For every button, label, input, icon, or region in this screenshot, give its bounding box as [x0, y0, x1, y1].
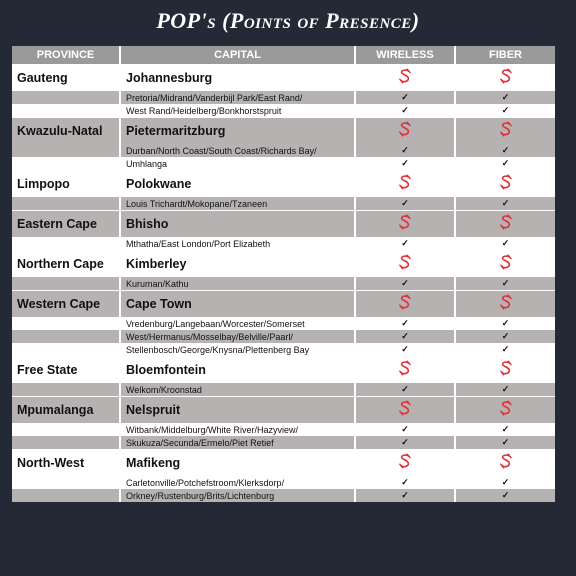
province-cell: Western Cape: [12, 291, 120, 318]
province-cell: Gauteng: [12, 65, 120, 92]
red-s-logo-icon: [399, 400, 411, 421]
fiber-check-cell: [455, 157, 555, 171]
fiber-cell: [455, 171, 555, 198]
wireless-cell: [355, 211, 455, 238]
province-cell-empty: [12, 330, 120, 343]
wireless-cell: [355, 65, 455, 92]
red-s-logo-icon: [399, 214, 411, 235]
red-s-logo-icon: [500, 294, 512, 315]
province-cell-empty: [12, 157, 120, 171]
list-item: [12, 277, 555, 291]
table-row: [12, 171, 555, 198]
wireless-check-cell: [355, 476, 455, 489]
fiber-check-cell: [455, 343, 555, 357]
province-cell: Kwazulu-Natal: [12, 118, 120, 145]
checkmark-icon: ✓: [401, 344, 409, 354]
red-s-logo-icon: [399, 174, 411, 195]
red-s-logo-icon: [500, 400, 512, 421]
checkmark-icon: ✓: [501, 424, 510, 434]
fiber-check-cell: [455, 489, 555, 502]
checkmark-icon: ✓: [501, 318, 510, 328]
checkmark-icon: ✓: [401, 238, 409, 248]
towns-cell: Louis Trichardt/Mokopane/Tzaneen: [120, 197, 355, 211]
capital-cell: Nelspruit: [120, 397, 355, 424]
towns-cell: West Rand/Heidelberg/Bonkhorstspruit: [120, 104, 355, 118]
checkmark-icon: ✓: [401, 318, 409, 328]
wireless-cell: [355, 171, 455, 198]
province-cell: Northern Cape: [12, 251, 120, 278]
header-province: PROVINCE: [12, 46, 120, 65]
checkmark-icon: ✓: [501, 198, 510, 208]
red-s-logo-icon: [500, 214, 512, 235]
red-s-logo-icon: [399, 453, 411, 474]
province-cell-empty: [12, 237, 120, 251]
fiber-cell: [455, 251, 555, 278]
province-cell: North-West: [12, 450, 120, 477]
capital-cell: Bhisho: [120, 211, 355, 238]
province-cell-empty: [12, 476, 120, 489]
checkmark-icon: ✓: [401, 477, 409, 487]
province-cell-empty: [12, 197, 120, 211]
checkmark-icon: ✓: [401, 384, 409, 394]
checkmark-icon: ✓: [501, 344, 510, 354]
red-s-logo-icon: [399, 121, 411, 142]
towns-cell: Welkom/Kroonstad: [120, 383, 355, 397]
table-row: [12, 357, 555, 384]
table-row: [12, 251, 555, 278]
list-item: [12, 383, 555, 397]
fiber-cell: [455, 211, 555, 238]
fiber-cell: [455, 397, 555, 424]
wireless-check-cell: [355, 197, 455, 211]
fiber-check-cell: [455, 383, 555, 397]
fiber-cell: [455, 450, 555, 477]
pop-table: [12, 46, 555, 502]
province-cell-empty: [12, 91, 120, 104]
capital-cell: Johannesburg: [120, 65, 355, 92]
checkmark-icon: ✓: [401, 158, 409, 168]
checkmark-icon: ✓: [401, 145, 409, 155]
province-cell: Free State: [12, 357, 120, 384]
fiber-check-cell: [455, 317, 555, 330]
capital-cell: Kimberley: [120, 251, 355, 278]
wireless-check-cell: [355, 330, 455, 343]
province-cell-empty: [12, 383, 120, 397]
province-cell-empty: [12, 144, 120, 157]
table-header-row: [12, 46, 555, 65]
list-item: [12, 489, 555, 502]
red-s-logo-icon: [399, 360, 411, 381]
checkmark-icon: ✓: [501, 92, 510, 102]
red-s-logo-icon: [500, 360, 512, 381]
red-s-logo-icon: [500, 174, 512, 195]
checkmark-icon: ✓: [401, 198, 409, 208]
fiber-cell: [455, 357, 555, 384]
checkmark-icon: ✓: [501, 105, 510, 115]
fiber-cell: [455, 118, 555, 145]
fiber-check-cell: [455, 197, 555, 211]
table-row: [12, 65, 555, 92]
table-row: [12, 397, 555, 424]
list-item: [12, 343, 555, 357]
towns-cell: Pretoria/Midrand/Vanderbijl Park/East Rand/: [120, 91, 355, 104]
province-cell: Limpopo: [12, 171, 120, 198]
towns-cell: Orkney/Rustenburg/Brits/Lichtenburg: [120, 489, 355, 502]
list-item: [12, 237, 555, 251]
province-cell-empty: [12, 104, 120, 118]
capital-cell: Cape Town: [120, 291, 355, 318]
red-s-logo-icon: [399, 68, 411, 89]
table-body: [12, 65, 555, 503]
checkmark-icon: ✓: [501, 437, 510, 447]
fiber-cell: [455, 65, 555, 92]
checkmark-icon: ✓: [501, 477, 510, 487]
wireless-check-cell: [355, 317, 455, 330]
wireless-cell: [355, 397, 455, 424]
checkmark-icon: ✓: [501, 331, 510, 341]
wireless-cell: [355, 291, 455, 318]
capital-cell: Pietermaritzburg: [120, 118, 355, 145]
wireless-cell: [355, 357, 455, 384]
fiber-cell: [455, 291, 555, 318]
fiber-check-cell: [455, 476, 555, 489]
fiber-check-cell: [455, 436, 555, 450]
table-row: [12, 450, 555, 477]
fiber-check-cell: [455, 237, 555, 251]
province-cell: Eastern Cape: [12, 211, 120, 238]
list-item: [12, 330, 555, 343]
towns-cell: Witbank/Middelburg/White River/Hazyview/: [120, 423, 355, 436]
list-item: [12, 104, 555, 118]
checkmark-icon: ✓: [401, 278, 409, 288]
fiber-check-cell: [455, 277, 555, 291]
red-s-logo-icon: [399, 294, 411, 315]
checkmark-icon: ✓: [401, 490, 409, 500]
table-row: [12, 118, 555, 145]
checkmark-icon: ✓: [501, 238, 510, 248]
towns-cell: Kuruman/Kathu: [120, 277, 355, 291]
wireless-check-cell: [355, 423, 455, 436]
province-cell: Mpumalanga: [12, 397, 120, 424]
wireless-check-cell: [355, 277, 455, 291]
list-item: [12, 476, 555, 489]
towns-cell: West/Hermanus/Mosselbay/Belville/Paarl/: [120, 330, 355, 343]
wireless-check-cell: [355, 157, 455, 171]
capital-cell: Bloemfontein: [120, 357, 355, 384]
towns-cell: Vredenburg/Langebaan/Worcester/Somerset: [120, 317, 355, 330]
list-item: [12, 91, 555, 104]
red-s-logo-icon: [399, 254, 411, 275]
capital-cell: Mafikeng: [120, 450, 355, 477]
wireless-cell: [355, 118, 455, 145]
checkmark-icon: ✓: [401, 437, 409, 447]
list-item: [12, 157, 555, 171]
red-s-logo-icon: [500, 254, 512, 275]
fiber-check-cell: [455, 423, 555, 436]
table-row: [12, 211, 555, 238]
list-item: [12, 436, 555, 450]
towns-cell: Mthatha/East London/Port Elizabeth: [120, 237, 355, 251]
checkmark-icon: ✓: [401, 331, 409, 341]
towns-cell: Carletonville/Potchefstroom/Klerksdorp/: [120, 476, 355, 489]
checkmark-icon: ✓: [501, 384, 510, 394]
province-cell-empty: [12, 436, 120, 450]
province-cell-empty: [12, 423, 120, 436]
page-title: POP's (Points of Presence): [156, 8, 420, 33]
checkmark-icon: ✓: [501, 278, 510, 288]
fiber-check-cell: [455, 330, 555, 343]
table-row: [12, 291, 555, 318]
red-s-logo-icon: [500, 68, 512, 89]
red-s-logo-icon: [500, 121, 512, 142]
wireless-check-cell: [355, 104, 455, 118]
list-item: [12, 317, 555, 330]
wireless-cell: [355, 251, 455, 278]
province-cell-empty: [12, 277, 120, 291]
wireless-check-cell: [355, 383, 455, 397]
list-item: [12, 423, 555, 436]
wireless-check-cell: [355, 436, 455, 450]
province-cell-empty: [12, 489, 120, 502]
list-item: [12, 197, 555, 211]
checkmark-icon: ✓: [401, 92, 409, 102]
checkmark-icon: ✓: [501, 490, 510, 500]
wireless-cell: [355, 450, 455, 477]
wireless-check-cell: [355, 343, 455, 357]
province-cell-empty: [12, 343, 120, 357]
header-fiber: FIBER: [455, 46, 555, 65]
fiber-check-cell: [455, 104, 555, 118]
towns-cell: Durban/North Coast/South Coast/Richards Bay/: [120, 144, 355, 157]
wireless-check-cell: [355, 237, 455, 251]
header-wireless: WIRELESS: [355, 46, 455, 65]
capital-cell: Polokwane: [120, 171, 355, 198]
red-s-logo-icon: [500, 453, 512, 474]
checkmark-icon: ✓: [501, 145, 510, 155]
header-capital: CAPITAL: [120, 46, 355, 65]
checkmark-icon: ✓: [401, 105, 409, 115]
fiber-check-cell: [455, 91, 555, 104]
towns-cell: Umhlanga: [120, 157, 355, 171]
towns-cell: Stellenbosch/George/Knysna/Plettenberg Bay: [120, 343, 355, 357]
province-cell-empty: [12, 317, 120, 330]
wireless-check-cell: [355, 144, 455, 157]
wireless-check-cell: [355, 91, 455, 104]
checkmark-icon: ✓: [401, 424, 409, 434]
checkmark-icon: ✓: [501, 158, 510, 168]
wireless-check-cell: [355, 489, 455, 502]
towns-cell: Skukuza/Secunda/Ermelo/Piet Retief: [120, 436, 355, 450]
list-item: [12, 144, 555, 157]
fiber-check-cell: [455, 144, 555, 157]
